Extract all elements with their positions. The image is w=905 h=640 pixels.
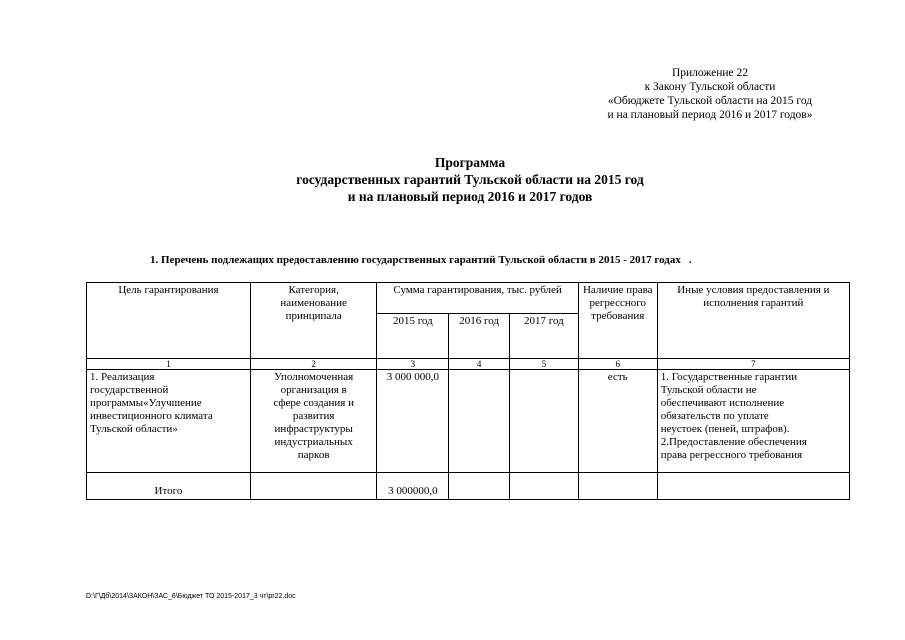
total-empty-cell bbox=[250, 473, 376, 500]
section-heading bbox=[150, 254, 830, 266]
header-category: Категория, наименование принципала bbox=[250, 283, 376, 359]
total-empty-cell bbox=[449, 473, 510, 500]
appendix-line: к Закону Тульской области bbox=[644, 81, 776, 93]
appendix-line: и на плановый период 2016 и 2017 годов» bbox=[607, 109, 813, 121]
section-heading-text: 1. Перечень подлежащих предоставлению государственных гарантий Тульской области в 2015 - 2017 годах bbox=[150, 254, 681, 266]
title-line: и на плановый период 2016 и 2017 годов bbox=[347, 189, 593, 204]
column-number: 6 bbox=[578, 359, 657, 370]
guarantees-table bbox=[86, 282, 850, 500]
column-number: 1 bbox=[87, 359, 251, 370]
total-amount-2015: 3 000000,0 bbox=[377, 473, 449, 500]
appendix-header bbox=[560, 66, 860, 122]
header-year-2016: 2016 год bbox=[449, 314, 510, 359]
header-recourse: Наличие права регрессного требования bbox=[578, 283, 657, 359]
total-label: Итого bbox=[87, 473, 251, 500]
header-year-2017: 2017 год bbox=[509, 314, 578, 359]
cell-amount-2015: 3 000 000,0 bbox=[377, 370, 449, 473]
header-year-2015: 2015 год bbox=[377, 314, 449, 359]
cell-recourse: есть bbox=[578, 370, 657, 473]
cell-goal: 1. Реализация государственной программы«Улучшение инвестиционного климата Тульской области» bbox=[87, 370, 251, 473]
column-number: 7 bbox=[657, 359, 849, 370]
column-number: 5 bbox=[509, 359, 578, 370]
program-title bbox=[160, 154, 780, 205]
cell-other-conditions: 1. Государственные гарантии Тульской области не обеспечивают исполнение обязательств по уплате неустоек (пеней, штрафов). 2.Предоставление обеспечения права регрессного требования bbox=[657, 370, 849, 473]
column-number: 3 bbox=[377, 359, 449, 370]
cell-amount-2016 bbox=[449, 370, 510, 473]
cell-category: Уполномоченная организация в сфере создания и развития инфраструктуры индустриальных парков bbox=[250, 370, 376, 473]
column-number: 2 bbox=[250, 359, 376, 370]
total-empty-cell bbox=[657, 473, 849, 500]
appendix-line: Приложение 22 bbox=[671, 67, 749, 79]
total-empty-cell bbox=[578, 473, 657, 500]
table-row bbox=[87, 370, 850, 473]
appendix-line: «Обюджете Тульской области на 2015 год bbox=[607, 95, 813, 107]
header-other-conditions: Иные условия предоставления и исполнения гарантий bbox=[657, 283, 849, 359]
total-empty-cell bbox=[509, 473, 578, 500]
file-path-footer: D:\Г\Дб\2014\ЗАКОН\ЗАС_6\Бюджет ТО 2015-2017_3 чт\pr22.doc bbox=[86, 593, 296, 600]
title-line: Программа bbox=[434, 155, 506, 170]
column-number: 4 bbox=[449, 359, 510, 370]
total-row bbox=[87, 473, 850, 500]
header-amount: Сумма гарантирования, тыс. рублей bbox=[377, 283, 578, 314]
header-goal: Цель гарантирования bbox=[87, 283, 251, 359]
title-line: государственных гарантий Тульской области на 2015 год bbox=[296, 172, 644, 187]
cell-amount-2017 bbox=[509, 370, 578, 473]
section-heading-tail: . bbox=[688, 254, 692, 266]
